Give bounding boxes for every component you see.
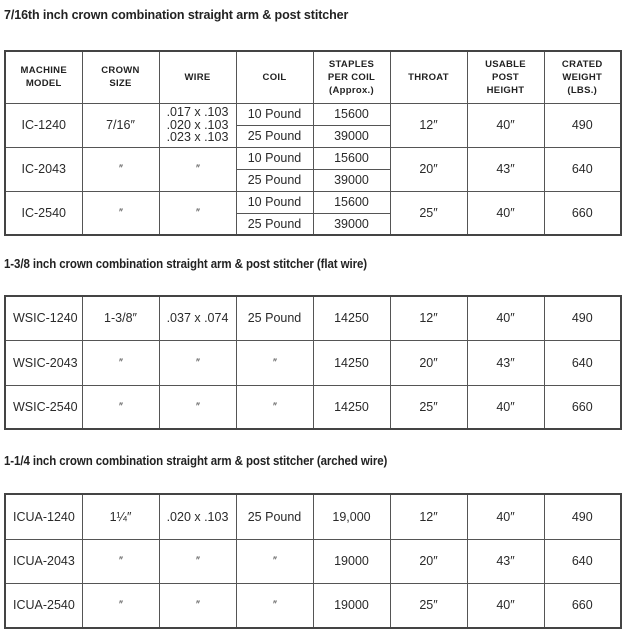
post-height-cell: 40″: [467, 191, 544, 235]
coil-cell: ″: [236, 539, 313, 583]
model-cell: IC-2540: [5, 191, 82, 235]
header-crated-weight: CRATED WEIGHT (LBS.): [544, 51, 621, 103]
model-cell: ICUA-1240: [5, 494, 82, 539]
table-row: [5, 147, 621, 169]
throat-cell: 25″: [390, 191, 467, 235]
throat-cell: 20″: [390, 340, 467, 385]
model-cell: IC-1240: [5, 103, 82, 147]
spec-table-7-16: [4, 50, 622, 236]
coil-cell: 10 Pound: [236, 191, 313, 213]
header-crown-size: CROWN SIZE: [82, 51, 159, 103]
wire-cell: ″: [159, 191, 236, 235]
section-title-1-3-8: 1-3/8 inch crown combination straight arm & post stitcher (flat wire): [4, 257, 367, 271]
post-height-cell: 40″: [467, 385, 544, 429]
coil-cell: 10 Pound: [236, 103, 313, 125]
spec-table-1-1-4: [4, 493, 622, 629]
crown-cell: ″: [82, 147, 159, 191]
table-row: [5, 340, 621, 385]
wire-cell: ″: [159, 340, 236, 385]
throat-cell: 25″: [390, 385, 467, 429]
table-row: [5, 191, 621, 213]
staples-cell: 19000: [313, 539, 390, 583]
coil-cell: ″: [236, 385, 313, 429]
model-cell: WSIC-2043: [5, 340, 82, 385]
weight-cell: 490: [544, 296, 621, 340]
post-height-cell: 40″: [467, 296, 544, 340]
wire-cell: .020 x .103: [159, 494, 236, 539]
staples-cell: 39000: [313, 169, 390, 191]
wire-cell: ″: [159, 147, 236, 191]
staples-cell: 15600: [313, 191, 390, 213]
post-height-cell: 40″: [467, 494, 544, 539]
weight-cell: 660: [544, 583, 621, 628]
table-row: [5, 539, 621, 583]
wire-cell: .017 x .103 .020 x .103 .023 x .103: [159, 103, 236, 147]
staples-cell: 15600: [313, 147, 390, 169]
post-height-cell: 43″: [467, 539, 544, 583]
section-title-7-16: 7/16th inch crown combination straight arm & post stitcher: [4, 8, 349, 22]
crown-cell: 1¼″: [82, 494, 159, 539]
table-row: [5, 494, 621, 539]
crown-cell: ″: [82, 539, 159, 583]
table-row: [5, 385, 621, 429]
wire-cell: ″: [159, 539, 236, 583]
post-height-cell: 40″: [467, 583, 544, 628]
throat-cell: 12″: [390, 296, 467, 340]
staples-cell: 14250: [313, 296, 390, 340]
throat-cell: 20″: [390, 539, 467, 583]
model-cell: ICUA-2540: [5, 583, 82, 628]
weight-cell: 490: [544, 494, 621, 539]
staples-cell: 19000: [313, 583, 390, 628]
staples-cell: 14250: [313, 385, 390, 429]
model-cell: ICUA-2043: [5, 539, 82, 583]
weight-cell: 640: [544, 340, 621, 385]
coil-cell: 25 Pound: [236, 494, 313, 539]
crown-cell: ″: [82, 385, 159, 429]
table-row: [5, 103, 621, 125]
wire-cell: ″: [159, 583, 236, 628]
section-title-1-1-4: 1-1/4 inch crown combination straight arm & post stitcher (arched wire): [4, 454, 388, 468]
coil-cell: 10 Pound: [236, 147, 313, 169]
spec-table-1-3-8: [4, 295, 622, 430]
staples-cell: 19,000: [313, 494, 390, 539]
post-height-cell: 43″: [467, 340, 544, 385]
crown-cell: ″: [82, 340, 159, 385]
weight-cell: 640: [544, 539, 621, 583]
throat-cell: 20″: [390, 147, 467, 191]
model-cell: IC-2043: [5, 147, 82, 191]
staples-cell: 39000: [313, 213, 390, 235]
coil-cell: 25 Pound: [236, 213, 313, 235]
header-coil: COIL: [236, 51, 313, 103]
weight-cell: 490: [544, 103, 621, 147]
header-usable-post-height: USABLE POST HEIGHT: [467, 51, 544, 103]
throat-cell: 12″: [390, 103, 467, 147]
crown-cell: 7/16″: [82, 103, 159, 147]
staples-cell: 39000: [313, 125, 390, 147]
table-row: [5, 583, 621, 628]
throat-cell: 25″: [390, 583, 467, 628]
weight-cell: 640: [544, 147, 621, 191]
header-wire: WIRE: [159, 51, 236, 103]
crown-cell: 1-3/8″: [82, 296, 159, 340]
weight-cell: 660: [544, 385, 621, 429]
coil-cell: 25 Pound: [236, 296, 313, 340]
crown-cell: ″: [82, 191, 159, 235]
table-row: [5, 296, 621, 340]
wire-cell: .037 x .074: [159, 296, 236, 340]
wire-cell: ″: [159, 385, 236, 429]
header-staples-per-coil: STAPLES PER COIL (Approx.): [313, 51, 390, 103]
post-height-cell: 40″: [467, 103, 544, 147]
coil-cell: ″: [236, 583, 313, 628]
staples-cell: 15600: [313, 103, 390, 125]
coil-cell: ″: [236, 340, 313, 385]
header-throat: THROAT: [390, 51, 467, 103]
coil-cell: 25 Pound: [236, 169, 313, 191]
throat-cell: 12″: [390, 494, 467, 539]
post-height-cell: 43″: [467, 147, 544, 191]
weight-cell: 660: [544, 191, 621, 235]
crown-cell: ″: [82, 583, 159, 628]
coil-cell: 25 Pound: [236, 125, 313, 147]
model-cell: WSIC-1240: [5, 296, 82, 340]
header-machine-model: MACHINE MODEL: [5, 51, 82, 103]
staples-cell: 14250: [313, 340, 390, 385]
header-row: [5, 51, 621, 103]
model-cell: WSIC-2540: [5, 385, 82, 429]
